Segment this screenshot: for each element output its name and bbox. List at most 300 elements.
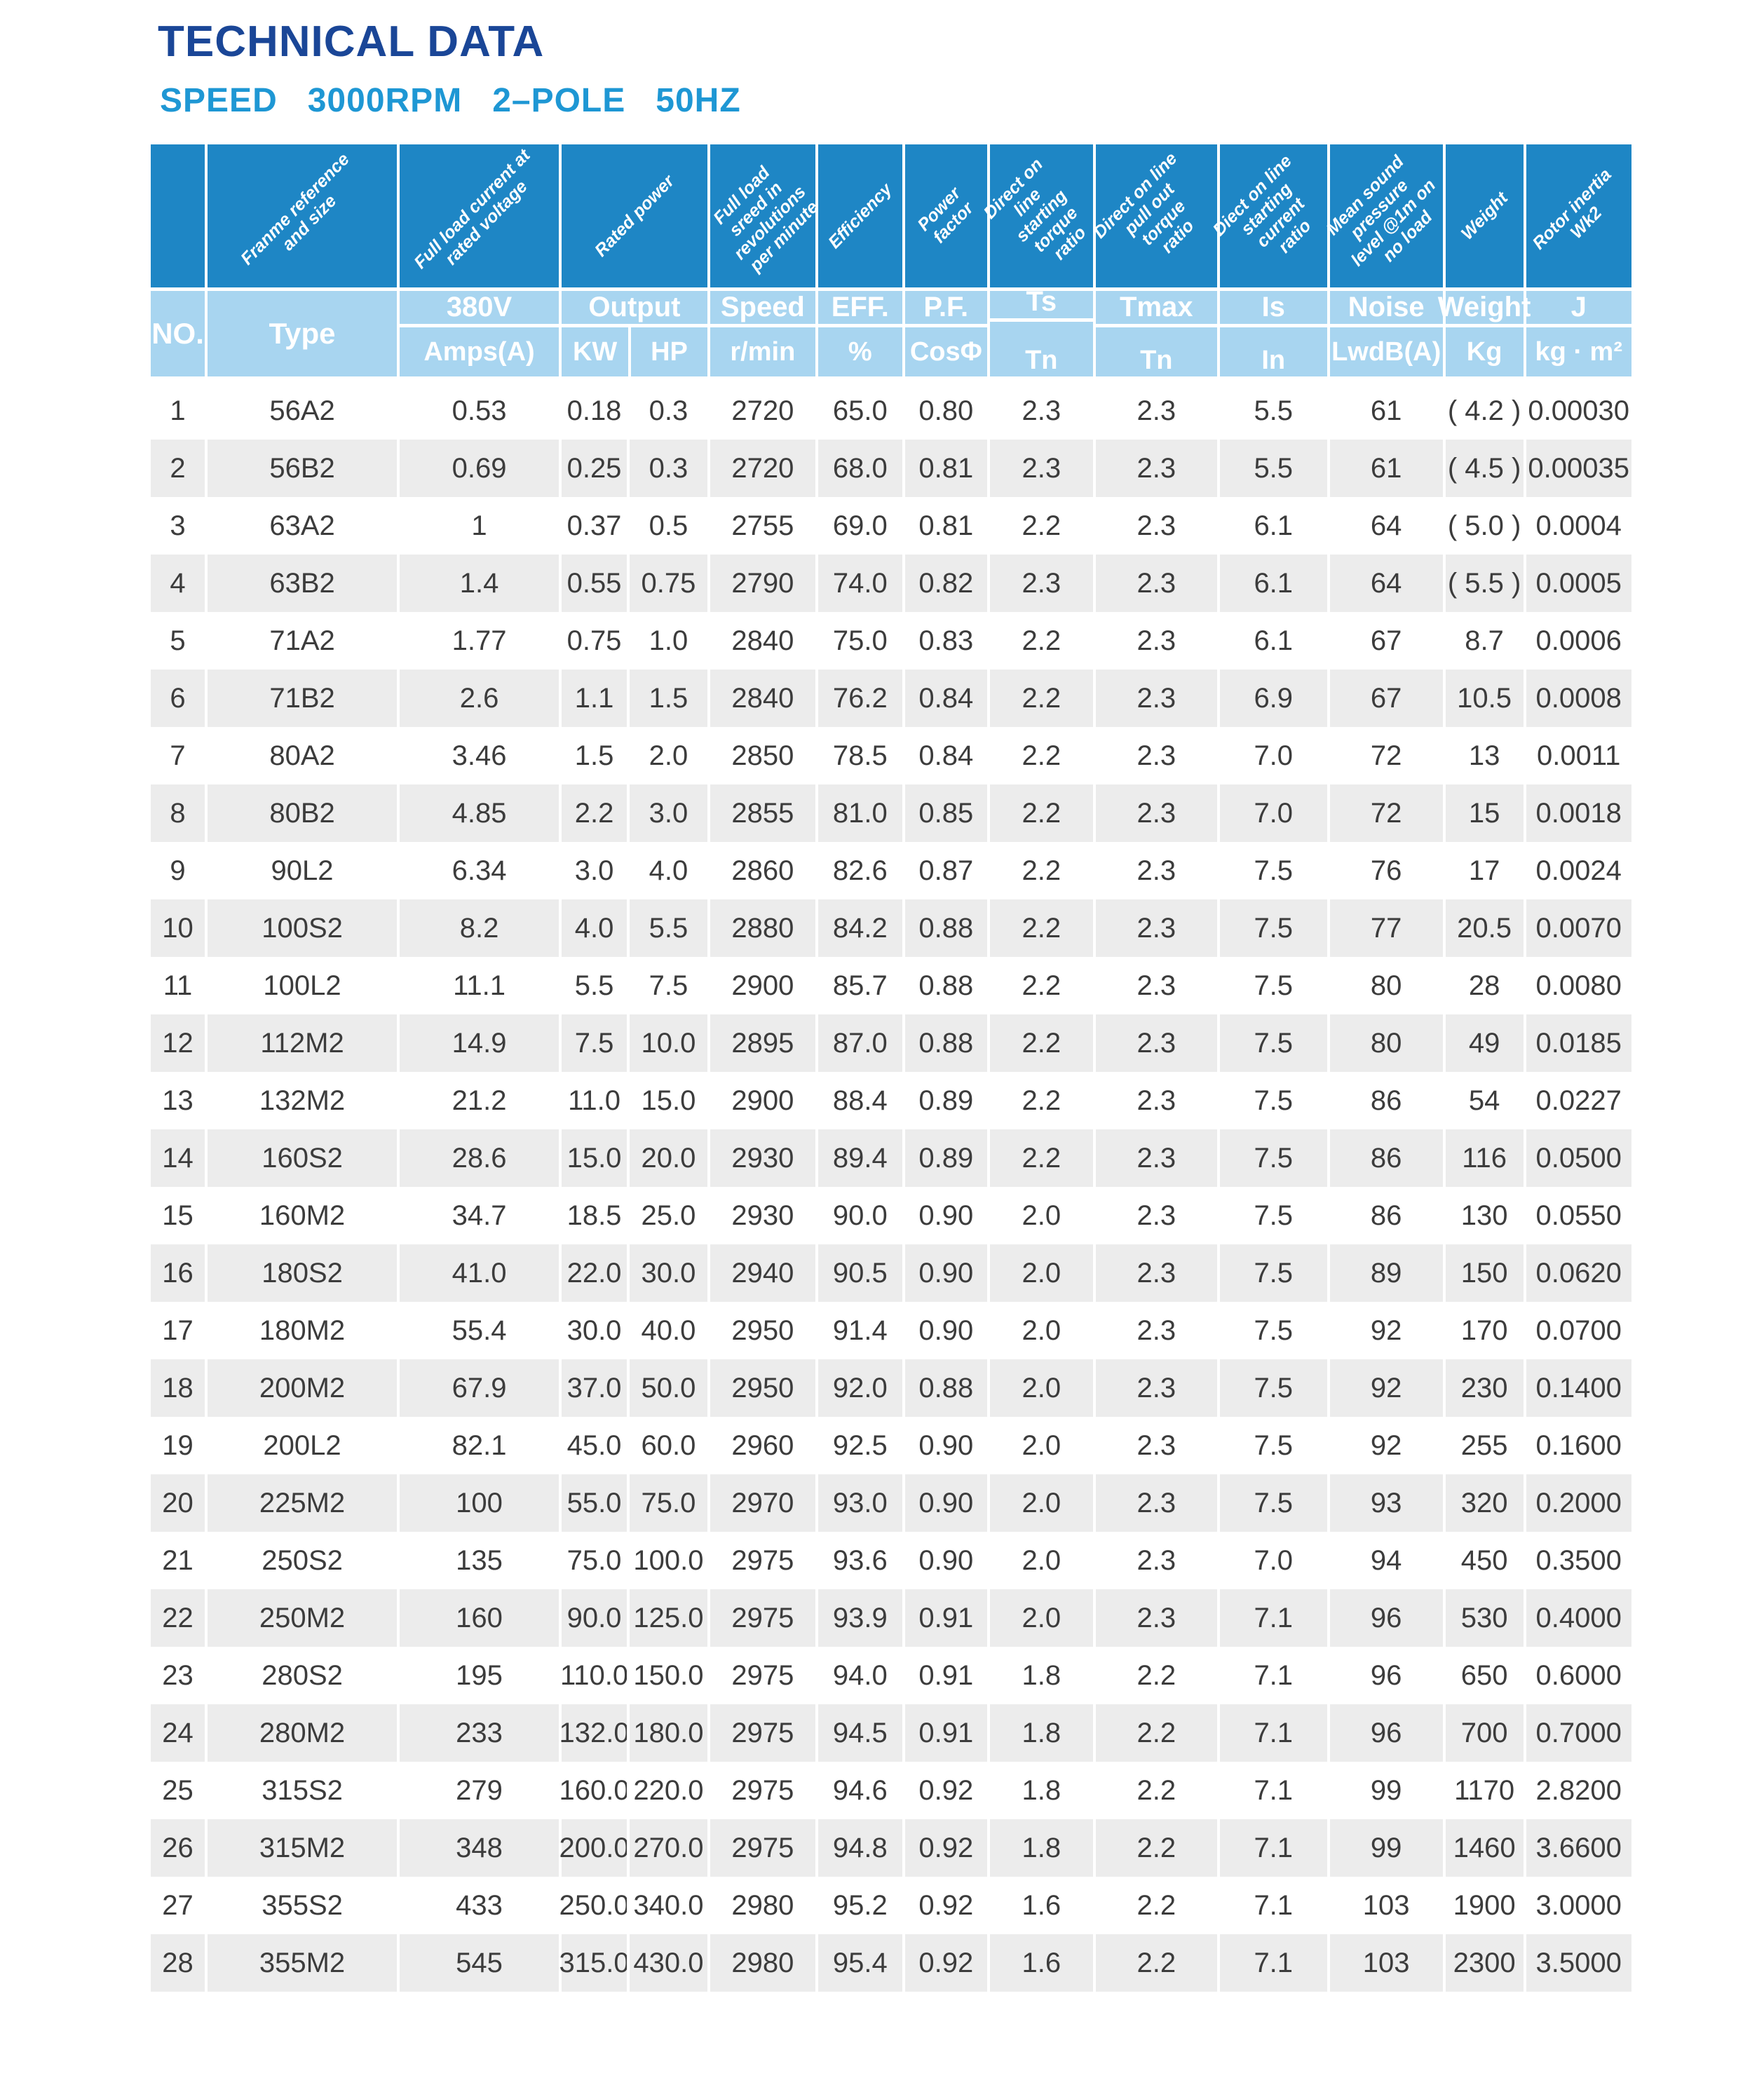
cell-is: 7.0 bbox=[1217, 1532, 1327, 1589]
cell-weight: 28 bbox=[1443, 957, 1524, 1014]
cell-is: 6.1 bbox=[1217, 497, 1327, 555]
cell-tmax: 2.3 bbox=[1093, 1417, 1217, 1474]
header-cell-sound-pressure bbox=[1322, 144, 1443, 287]
cell-no: 21 bbox=[162, 1544, 194, 1576]
cell-speed: 2960 bbox=[707, 1417, 815, 1474]
cell-eff: 94.8 bbox=[815, 1819, 902, 1877]
subheader-lwdba: LwdB(A) bbox=[1331, 337, 1441, 367]
table-row bbox=[151, 784, 1631, 842]
cell-hp: 180.0 bbox=[627, 1704, 707, 1762]
cell-weight: 1900 bbox=[1443, 1877, 1524, 1934]
cell-j: 0.00035 bbox=[1524, 440, 1631, 497]
cell-tmax: 2.3 bbox=[1093, 727, 1217, 784]
cell-ts: 1.6 bbox=[987, 1877, 1093, 1934]
cell-weight: 170 bbox=[1443, 1302, 1524, 1359]
cell-amps: 348 bbox=[397, 1819, 559, 1877]
cell-type: 80A2 bbox=[205, 727, 397, 784]
cell-tmax: 2.3 bbox=[1093, 899, 1217, 957]
cell-speed: 2975 bbox=[707, 1647, 815, 1704]
cell-j: 0.4000 bbox=[1524, 1589, 1631, 1647]
cell-weight: 450 bbox=[1443, 1532, 1524, 1589]
cell-amps: 11.1 bbox=[397, 957, 559, 1014]
cell-weight: 54 bbox=[1443, 1072, 1524, 1129]
cell-is: 7.1 bbox=[1217, 1877, 1327, 1934]
cell-type: 80B2 bbox=[205, 784, 397, 842]
cell-pf: 0.90 bbox=[902, 1302, 987, 1359]
cell-speed: 2790 bbox=[707, 555, 815, 612]
cell-is: 7.1 bbox=[1217, 1819, 1327, 1877]
cell-speed: 2930 bbox=[707, 1129, 815, 1187]
table-row bbox=[151, 1417, 1631, 1474]
table-row bbox=[151, 1129, 1631, 1187]
cell-no: 7 bbox=[170, 740, 186, 771]
cell-eff: 75.0 bbox=[815, 612, 902, 670]
subheader-is bbox=[1217, 291, 1327, 376]
cell-weight: 530 bbox=[1443, 1589, 1524, 1647]
cell-amps: 67.9 bbox=[397, 1359, 559, 1417]
cell-noise: 80 bbox=[1327, 957, 1443, 1014]
cell-type: 160S2 bbox=[205, 1129, 397, 1187]
cell-type: 56A2 bbox=[205, 382, 397, 440]
cell-speed: 2950 bbox=[707, 1359, 815, 1417]
table-subheader-band bbox=[151, 286, 1631, 376]
cell-noise: 76 bbox=[1327, 842, 1443, 899]
cell-weight: 130 bbox=[1443, 1187, 1524, 1244]
cell-j: 0.1400 bbox=[1524, 1359, 1631, 1417]
cell-ts: 2.2 bbox=[987, 1014, 1093, 1072]
cell-kw: 22.0 bbox=[559, 1244, 627, 1302]
cell-noise: 92 bbox=[1327, 1302, 1443, 1359]
cell-amps: 8.2 bbox=[397, 899, 559, 957]
cell-amps: 28.6 bbox=[397, 1129, 559, 1187]
cell-amps: 14.9 bbox=[397, 1014, 559, 1072]
diagonal-label-starting-torque: Direct on line starting torque ratio bbox=[979, 154, 1090, 264]
cell-noise: 86 bbox=[1327, 1187, 1443, 1244]
cell-weight: ( 5.5 ) bbox=[1443, 555, 1524, 612]
subheader-tmax-label: Tmax bbox=[1096, 291, 1217, 327]
header-cell-rated-power bbox=[559, 144, 707, 287]
cell-amps: 279 bbox=[397, 1762, 559, 1819]
diagonal-label-frame-reference: Franme reference and size bbox=[237, 149, 353, 269]
table-row bbox=[151, 1704, 1631, 1762]
cell-eff: 81.0 bbox=[815, 784, 902, 842]
cell-speed: 2980 bbox=[707, 1877, 815, 1934]
subheader-percent: % bbox=[848, 337, 872, 367]
cell-weight: 230 bbox=[1443, 1359, 1524, 1417]
subheader-speed-label: Speed bbox=[710, 291, 815, 327]
table-row bbox=[151, 1359, 1631, 1417]
cell-no: 6 bbox=[170, 682, 186, 714]
cell-is: 7.5 bbox=[1217, 1244, 1327, 1302]
cell-type: 112M2 bbox=[205, 1014, 397, 1072]
cell-j: 0.0008 bbox=[1524, 670, 1631, 727]
cell-no: 22 bbox=[162, 1602, 194, 1633]
table-row bbox=[151, 1819, 1631, 1877]
cell-amps: 21.2 bbox=[397, 1072, 559, 1129]
cell-speed: 2970 bbox=[707, 1474, 815, 1532]
cell-kw: 110.0 bbox=[559, 1647, 627, 1704]
cell-j: 0.0080 bbox=[1524, 957, 1631, 1014]
cell-hp: 10.0 bbox=[627, 1014, 707, 1072]
cell-kw: 0.37 bbox=[559, 497, 627, 555]
cell-ts: 1.6 bbox=[987, 1934, 1093, 1992]
cell-kw: 37.0 bbox=[559, 1359, 627, 1417]
cell-eff: 87.0 bbox=[815, 1014, 902, 1072]
cell-type: 71A2 bbox=[205, 612, 397, 670]
cell-no: 11 bbox=[163, 970, 193, 1001]
cell-hp: 60.0 bbox=[627, 1417, 707, 1474]
diagonal-label-efficiency: Efficiency bbox=[824, 179, 896, 253]
cell-eff: 74.0 bbox=[815, 555, 902, 612]
cell-tmax: 2.3 bbox=[1093, 1187, 1217, 1244]
cell-no: 3 bbox=[170, 510, 186, 541]
cell-kw: 2.2 bbox=[559, 784, 627, 842]
subheader-type bbox=[205, 291, 397, 376]
cell-ts: 2.2 bbox=[987, 1072, 1093, 1129]
cell-is: 5.5 bbox=[1217, 382, 1327, 440]
cell-tmax: 2.3 bbox=[1093, 1474, 1217, 1532]
cell-noise: 103 bbox=[1327, 1934, 1443, 1992]
cell-j: 0.0006 bbox=[1524, 612, 1631, 670]
cell-kw: 160.0 bbox=[559, 1762, 627, 1819]
cell-tmax: 2.3 bbox=[1093, 1532, 1217, 1589]
cell-kw: 11.0 bbox=[559, 1072, 627, 1129]
cell-hp: 340.0 bbox=[627, 1877, 707, 1934]
cell-ts: 1.8 bbox=[987, 1647, 1093, 1704]
cell-kw: 0.25 bbox=[559, 440, 627, 497]
cell-amps: 0.53 bbox=[397, 382, 559, 440]
diagonal-label-power-factor: Power factor bbox=[914, 183, 977, 247]
cell-kw: 15.0 bbox=[559, 1129, 627, 1187]
cell-amps: 160 bbox=[397, 1589, 559, 1647]
cell-eff: 94.6 bbox=[815, 1762, 902, 1819]
cell-hp: 7.5 bbox=[627, 957, 707, 1014]
cell-kw: 18.5 bbox=[559, 1187, 627, 1244]
cell-amps: 34.7 bbox=[397, 1187, 559, 1244]
cell-tmax: 2.3 bbox=[1093, 1244, 1217, 1302]
subheader-pf bbox=[902, 291, 987, 376]
cell-pf: 0.80 bbox=[902, 382, 987, 440]
cell-is: 6.9 bbox=[1217, 670, 1327, 727]
cell-noise: 86 bbox=[1327, 1072, 1443, 1129]
subheader-output-label: Output bbox=[562, 291, 707, 327]
header-cell-weight bbox=[1443, 144, 1524, 287]
cell-weight: 13 bbox=[1443, 727, 1524, 784]
table-row bbox=[151, 1187, 1631, 1244]
cell-hp: 25.0 bbox=[627, 1187, 707, 1244]
cell-type: 315M2 bbox=[205, 1819, 397, 1877]
cell-type: 63B2 bbox=[205, 555, 397, 612]
cell-hp: 0.75 bbox=[627, 555, 707, 612]
cell-speed: 2975 bbox=[707, 1589, 815, 1647]
cell-weight: ( 5.0 ) bbox=[1443, 497, 1524, 555]
cell-speed: 2895 bbox=[707, 1014, 815, 1072]
cell-ts: 1.8 bbox=[987, 1819, 1093, 1877]
cell-hp: 1.0 bbox=[627, 612, 707, 670]
cell-weight: 150 bbox=[1443, 1244, 1524, 1302]
cell-noise: 99 bbox=[1327, 1762, 1443, 1819]
cell-tmax: 2.2 bbox=[1093, 1762, 1217, 1819]
cell-is: 7.5 bbox=[1217, 842, 1327, 899]
cell-ts: 2.2 bbox=[987, 842, 1093, 899]
cell-pf: 0.89 bbox=[902, 1072, 987, 1129]
cell-pf: 0.91 bbox=[902, 1704, 987, 1762]
subheader-output bbox=[559, 291, 707, 376]
cell-kw: 3.0 bbox=[559, 842, 627, 899]
subheader-rmin: r/min bbox=[730, 337, 796, 367]
subheader-kg: Kg bbox=[1466, 337, 1502, 367]
cell-j: 0.0004 bbox=[1524, 497, 1631, 555]
cell-type: 63A2 bbox=[205, 497, 397, 555]
cell-tmax: 2.3 bbox=[1093, 1014, 1217, 1072]
header-cell-efficiency bbox=[815, 144, 902, 287]
cell-hp: 125.0 bbox=[627, 1589, 707, 1647]
cell-is: 7.5 bbox=[1217, 1072, 1327, 1129]
cell-noise: 72 bbox=[1327, 784, 1443, 842]
header-cell-starting-torque bbox=[979, 144, 1093, 287]
cell-pf: 0.83 bbox=[902, 612, 987, 670]
cell-kw: 250.0 bbox=[559, 1877, 627, 1934]
cell-noise: 67 bbox=[1327, 612, 1443, 670]
cell-noise: 94 bbox=[1327, 1532, 1443, 1589]
table-row bbox=[151, 440, 1631, 497]
cell-ts: 2.2 bbox=[987, 899, 1093, 957]
subheader-weight bbox=[1437, 291, 1531, 376]
subheader-weight-label: Weight bbox=[1446, 291, 1524, 327]
cell-eff: 89.4 bbox=[815, 1129, 902, 1187]
cell-pf: 0.85 bbox=[902, 784, 987, 842]
cell-weight: 320 bbox=[1443, 1474, 1524, 1532]
cell-pf: 0.92 bbox=[902, 1877, 987, 1934]
cell-amps: 100 bbox=[397, 1474, 559, 1532]
cell-eff: 69.0 bbox=[815, 497, 902, 555]
cell-noise: 96 bbox=[1327, 1704, 1443, 1762]
cell-speed: 2755 bbox=[707, 497, 815, 555]
cell-kw: 200.0 bbox=[559, 1819, 627, 1877]
cell-hp: 5.5 bbox=[627, 899, 707, 957]
cell-ts: 2.2 bbox=[987, 670, 1093, 727]
cell-amps: 0.69 bbox=[397, 440, 559, 497]
cell-kw: 4.0 bbox=[559, 899, 627, 957]
cell-j: 0.7000 bbox=[1524, 1704, 1631, 1762]
cell-type: 200L2 bbox=[205, 1417, 397, 1474]
cell-j: 3.0000 bbox=[1524, 1877, 1631, 1934]
cell-pf: 0.84 bbox=[902, 727, 987, 784]
cell-noise: 92 bbox=[1327, 1359, 1443, 1417]
cell-pf: 0.90 bbox=[902, 1532, 987, 1589]
cell-type: 100L2 bbox=[205, 957, 397, 1014]
technical-data-table bbox=[151, 144, 1631, 1992]
cell-noise: 80 bbox=[1327, 1014, 1443, 1072]
cell-type: 355S2 bbox=[205, 1877, 397, 1934]
cell-type: 315S2 bbox=[205, 1762, 397, 1819]
subheader-ts-label: Ts bbox=[990, 285, 1093, 322]
cell-eff: 65.0 bbox=[815, 382, 902, 440]
cell-tmax: 2.3 bbox=[1093, 1589, 1217, 1647]
cell-speed: 2720 bbox=[707, 382, 815, 440]
cell-ts: 2.2 bbox=[987, 784, 1093, 842]
diagonal-label-rated-power: Rated power bbox=[590, 171, 679, 261]
cell-type: 280S2 bbox=[205, 1647, 397, 1704]
cell-speed: 2840 bbox=[707, 612, 815, 670]
cell-amps: 82.1 bbox=[397, 1417, 559, 1474]
cell-weight: 20.5 bbox=[1443, 899, 1524, 957]
cell-weight: 8.7 bbox=[1443, 612, 1524, 670]
header-cell-full-load-speed bbox=[707, 144, 822, 287]
cell-type: 90L2 bbox=[205, 842, 397, 899]
cell-hp: 0.3 bbox=[627, 440, 707, 497]
cell-weight: ( 4.5 ) bbox=[1443, 440, 1524, 497]
subheader-is-label: Is bbox=[1220, 291, 1327, 327]
cell-type: 225M2 bbox=[205, 1474, 397, 1532]
cell-speed: 2930 bbox=[707, 1187, 815, 1244]
cell-amps: 135 bbox=[397, 1532, 559, 1589]
cell-is: 7.5 bbox=[1217, 1014, 1327, 1072]
cell-kw: 315.0 bbox=[559, 1934, 627, 1992]
subheader-tmax bbox=[1093, 291, 1217, 376]
cell-eff: 95.2 bbox=[815, 1877, 902, 1934]
cell-hp: 0.3 bbox=[627, 382, 707, 440]
table-row bbox=[151, 1762, 1631, 1819]
cell-type: 280M2 bbox=[205, 1704, 397, 1762]
cell-j: 0.6000 bbox=[1524, 1647, 1631, 1704]
cell-noise: 86 bbox=[1327, 1129, 1443, 1187]
cell-tmax: 2.3 bbox=[1093, 555, 1217, 612]
cell-no: 17 bbox=[162, 1314, 194, 1346]
cell-weight: 10.5 bbox=[1443, 670, 1524, 727]
cell-kw: 0.55 bbox=[559, 555, 627, 612]
cell-hp: 20.0 bbox=[627, 1129, 707, 1187]
cell-type: 250S2 bbox=[205, 1532, 397, 1589]
cell-is: 7.5 bbox=[1217, 1129, 1327, 1187]
cell-is: 7.5 bbox=[1217, 899, 1327, 957]
cell-speed: 2975 bbox=[707, 1532, 815, 1589]
subheader-speed bbox=[707, 291, 815, 376]
cell-j: 0.0620 bbox=[1524, 1244, 1631, 1302]
cell-is: 7.1 bbox=[1217, 1762, 1327, 1819]
cell-noise: 61 bbox=[1327, 440, 1443, 497]
table-diagonal-header-band bbox=[151, 144, 1631, 291]
cell-kw: 55.0 bbox=[559, 1474, 627, 1532]
cell-kw: 45.0 bbox=[559, 1417, 627, 1474]
table-body bbox=[151, 382, 1631, 1992]
cell-hp: 0.5 bbox=[627, 497, 707, 555]
diagonal-label-starting-current: Diect on line starting current ratio bbox=[1209, 151, 1315, 257]
cell-no: 8 bbox=[170, 797, 186, 829]
cell-pf: 0.81 bbox=[902, 440, 987, 497]
header-cell-frame-reference bbox=[205, 144, 397, 287]
table-row bbox=[151, 1532, 1631, 1589]
subheader-pf-label: P.F. bbox=[905, 291, 987, 327]
cell-j: 3.5000 bbox=[1524, 1934, 1631, 1992]
cell-amps: 41.0 bbox=[397, 1244, 559, 1302]
subheader-type-label: Type bbox=[269, 317, 336, 350]
cell-pf: 0.91 bbox=[902, 1647, 987, 1704]
table-row bbox=[151, 899, 1631, 957]
subheader-no bbox=[151, 291, 205, 376]
cell-noise: 67 bbox=[1327, 670, 1443, 727]
subheader-j bbox=[1524, 291, 1631, 376]
cell-weight: ( 4.2 ) bbox=[1443, 382, 1524, 440]
cell-eff: 95.4 bbox=[815, 1934, 902, 1992]
header-cell-full-load-current bbox=[397, 144, 559, 287]
cell-eff: 88.4 bbox=[815, 1072, 902, 1129]
cell-ts: 2.0 bbox=[987, 1187, 1093, 1244]
diagonal-label-sound-pressure: Mean sound pressure level @1m on no load bbox=[1322, 151, 1440, 271]
cell-tmax: 2.3 bbox=[1093, 1302, 1217, 1359]
cell-noise: 64 bbox=[1327, 497, 1443, 555]
cell-type: 160M2 bbox=[205, 1187, 397, 1244]
cell-no: 16 bbox=[162, 1257, 194, 1289]
cell-no: 15 bbox=[162, 1199, 194, 1231]
cell-noise: 77 bbox=[1327, 899, 1443, 957]
cell-hp: 270.0 bbox=[627, 1819, 707, 1877]
cell-hp: 15.0 bbox=[627, 1072, 707, 1129]
cell-tmax: 2.2 bbox=[1093, 1704, 1217, 1762]
cell-is: 7.1 bbox=[1217, 1647, 1327, 1704]
cell-tmax: 2.2 bbox=[1093, 1877, 1217, 1934]
diagonal-label-weight: Weight bbox=[1457, 188, 1512, 244]
cell-pf: 0.92 bbox=[902, 1819, 987, 1877]
cell-pf: 0.88 bbox=[902, 957, 987, 1014]
cell-kw: 75.0 bbox=[559, 1532, 627, 1589]
cell-tmax: 2.2 bbox=[1093, 1819, 1217, 1877]
cell-is: 7.1 bbox=[1217, 1934, 1327, 1992]
subheader-kw: KW bbox=[572, 337, 618, 367]
table-row bbox=[151, 842, 1631, 899]
page-subtitle: SPEED 3000RPM 2–POLE 50HZ bbox=[160, 82, 741, 119]
cell-kw: 5.5 bbox=[559, 957, 627, 1014]
cell-hp: 50.0 bbox=[627, 1359, 707, 1417]
cell-noise: 96 bbox=[1327, 1589, 1443, 1647]
cell-kw: 132.0 bbox=[559, 1704, 627, 1762]
cell-pf: 0.90 bbox=[902, 1187, 987, 1244]
subheader-output-units bbox=[562, 327, 707, 376]
cell-tmax: 2.3 bbox=[1093, 382, 1217, 440]
cell-no: 20 bbox=[162, 1487, 194, 1518]
cell-kw: 7.5 bbox=[559, 1014, 627, 1072]
cell-amps: 6.34 bbox=[397, 842, 559, 899]
cell-j: 0.00030 bbox=[1524, 382, 1631, 440]
cell-j: 0.0227 bbox=[1524, 1072, 1631, 1129]
cell-pf: 0.87 bbox=[902, 842, 987, 899]
diagonal-label-rotor-inertia: Rotor inertia Wk2 bbox=[1528, 165, 1615, 254]
cell-ts: 2.2 bbox=[987, 612, 1093, 670]
cell-pf: 0.89 bbox=[902, 1129, 987, 1187]
cell-is: 7.5 bbox=[1217, 1187, 1327, 1244]
cell-speed: 2880 bbox=[707, 899, 815, 957]
subheader-tmax-tn: Tn bbox=[1140, 345, 1173, 375]
cell-eff: 90.5 bbox=[815, 1244, 902, 1302]
diagonal-label-full-load-speed: Full load sreed in revolutions per minute bbox=[709, 163, 822, 276]
cell-is: 7.5 bbox=[1217, 1302, 1327, 1359]
cell-kw: 0.75 bbox=[559, 612, 627, 670]
cell-pf: 0.92 bbox=[902, 1762, 987, 1819]
cell-hp: 150.0 bbox=[627, 1647, 707, 1704]
cell-weight: 650 bbox=[1443, 1647, 1524, 1704]
cell-hp: 430.0 bbox=[627, 1934, 707, 1992]
subheader-j-label: J bbox=[1526, 291, 1631, 327]
cell-no: 24 bbox=[162, 1717, 194, 1748]
cell-ts: 1.8 bbox=[987, 1704, 1093, 1762]
cell-pf: 0.81 bbox=[902, 497, 987, 555]
cell-no: 28 bbox=[162, 1947, 194, 1978]
cell-pf: 0.92 bbox=[902, 1934, 987, 1992]
table-row bbox=[151, 1877, 1631, 1934]
cell-hp: 100.0 bbox=[627, 1532, 707, 1589]
cell-eff: 90.0 bbox=[815, 1187, 902, 1244]
cell-no: 26 bbox=[162, 1832, 194, 1863]
